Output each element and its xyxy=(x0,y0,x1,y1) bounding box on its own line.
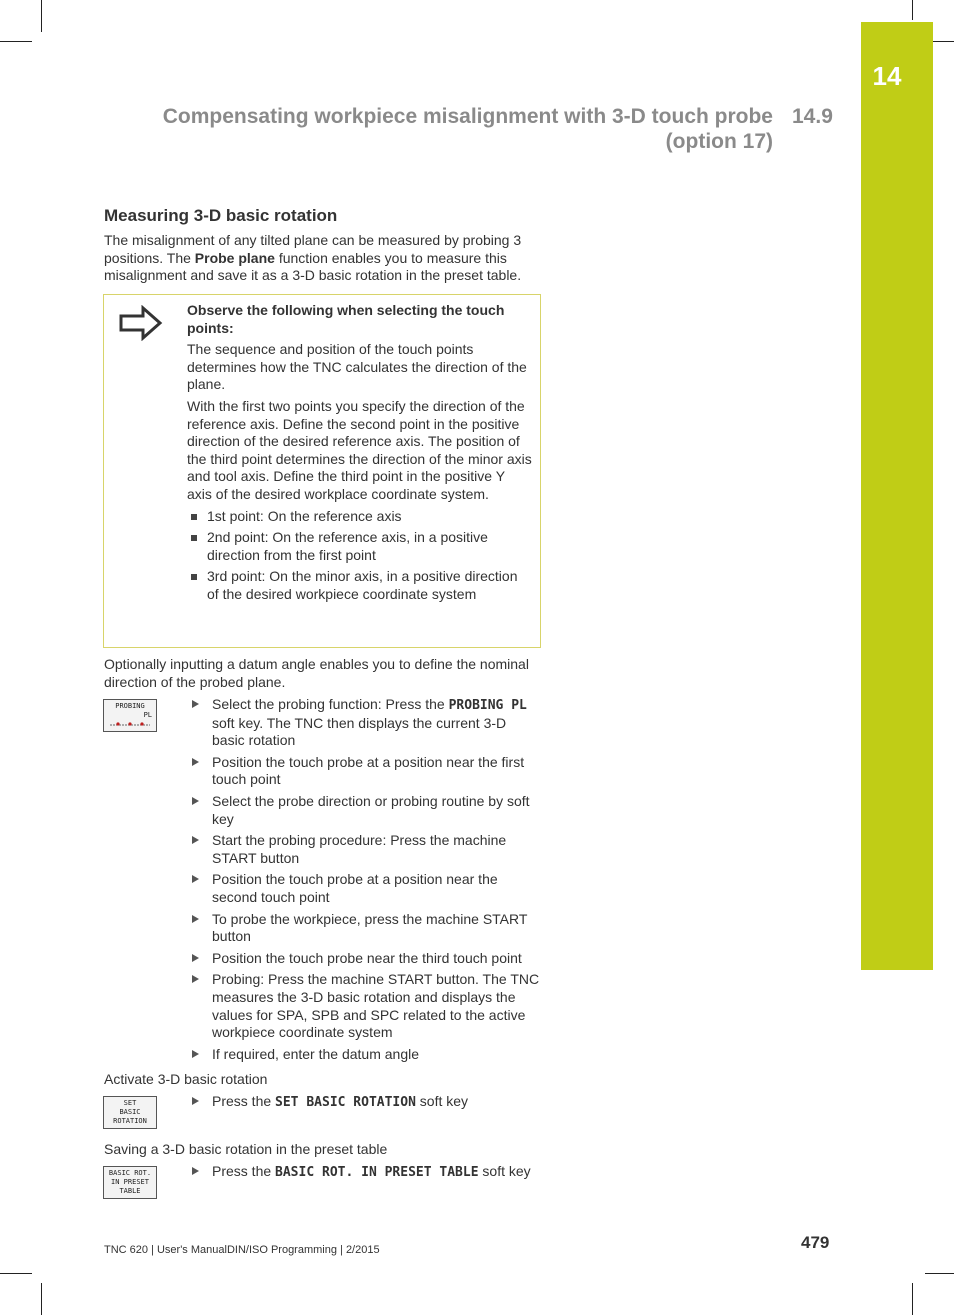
save-steps-list xyxy=(192,1163,542,1186)
step-arrow-icon xyxy=(192,700,199,708)
softkey-name: SET BASIC ROTATION xyxy=(275,1095,416,1110)
step-text: If required, enter the datum angle xyxy=(212,1045,420,1062)
step-arrow-icon xyxy=(192,836,199,844)
arrow-right-icon xyxy=(119,305,163,341)
note-paragraph: The sequence and position of the touch points determines how the TNC calculates the direction of the plane. xyxy=(187,341,527,393)
step-arrow-icon xyxy=(192,1097,199,1105)
section-number: 14.9 xyxy=(792,105,833,128)
bullet-text: 1st point: On the reference axis xyxy=(207,507,402,524)
crop-mark xyxy=(0,41,32,42)
softkey-label: SET xyxy=(123,1099,137,1107)
step-arrow-icon xyxy=(192,1050,199,1058)
intro-bold-term: Probe plane xyxy=(194,249,275,266)
activate-label-block xyxy=(104,1071,544,1089)
bullet-square-icon xyxy=(191,574,197,580)
softkey-name: BASIC ROT. IN PRESET TABLE xyxy=(275,1165,479,1180)
step-text: Select the probe direction or probing routine by soft key xyxy=(212,792,530,827)
section-heading: Measuring 3-D basic rotation xyxy=(104,206,338,225)
list-item xyxy=(192,832,542,867)
step-text: Press the xyxy=(212,1093,276,1109)
intro-text-after: function enables you to measure this misalignment and save it as a 3-D basic rotation in the preset table. xyxy=(104,249,522,284)
softkey-name: PROBING PL xyxy=(448,698,527,713)
activate-steps-list xyxy=(192,1093,542,1116)
intro-paragraph xyxy=(104,232,536,285)
softkey-label: PL xyxy=(143,711,152,719)
basic-rot-preset-softkey[interactable] xyxy=(103,1166,157,1199)
activate-label: Activate 3-D basic rotation xyxy=(104,1071,268,1087)
note-paragraph: With the first two points you specify the direction of the reference axis. Define the second point in the positive direction of the desired reference axis. The position of the third point determines the direction of the minor axis and tool axis. Define the third point in the positive Y axis of the desired workplace coordinate system. xyxy=(187,397,532,502)
datum-text: Optionally inputting a datum angle enables you to define the nominal direction of the probed plane. xyxy=(104,656,529,690)
save-label: Saving a 3-D basic rotation in the preset table xyxy=(104,1141,388,1157)
crop-mark xyxy=(925,1273,954,1274)
softkey-label: BASIC ROT. xyxy=(108,1169,152,1177)
step-arrow-icon xyxy=(192,975,199,983)
bullet-text: 2nd point: On the reference axis, in a positive direction from the first point xyxy=(207,529,488,563)
step-text: Probing: Press the machine START button. The TNC measures the 3-D basic rotation and displays the values for SPA, SPB and SPC related to the active workpiece coordinate system xyxy=(212,971,540,1041)
crop-mark xyxy=(912,0,913,20)
step-text: soft key. The TNC then displays the current 3-D basic rotation xyxy=(212,714,507,749)
softkey-label: IN PRESET xyxy=(111,1178,149,1186)
softkey-label: PROBING xyxy=(115,702,145,710)
crop-mark xyxy=(912,1283,913,1315)
step-arrow-icon xyxy=(192,1167,199,1175)
bullet-square-icon xyxy=(191,514,197,520)
note-heading: Observe the following when selecting the touch points: xyxy=(187,302,505,336)
step-text: Position the touch probe at a position near the first touch point xyxy=(212,753,525,788)
footer-text: TNC 620 | User's ManualDIN/ISO Programming | 2/2015 xyxy=(104,1244,380,1256)
set-basic-rotation-softkey[interactable] xyxy=(103,1096,157,1129)
step-text: soft key xyxy=(478,1163,531,1179)
list-item xyxy=(192,971,542,1041)
bullet-square-icon xyxy=(191,535,197,541)
list-item xyxy=(192,754,542,789)
list-item xyxy=(192,871,542,906)
crop-mark xyxy=(0,1273,32,1274)
step-arrow-icon xyxy=(192,875,199,883)
softkey-label: TABLE xyxy=(119,1187,141,1195)
page-number: 479 xyxy=(801,1233,830,1252)
step-text: Start the probing procedure: Press the machine START button xyxy=(212,832,507,866)
step-arrow-icon xyxy=(192,954,199,962)
step-text: Select the probing function: Press the xyxy=(212,696,449,712)
list-item xyxy=(192,1093,542,1112)
list-item xyxy=(187,568,532,603)
step-text: Position the touch probe near the third touch point xyxy=(212,949,522,966)
list-item xyxy=(192,793,542,828)
list-item xyxy=(192,950,542,968)
chapter-title: Compensating workpiece misalignment with 3-D touch probe (option 17) xyxy=(162,105,773,153)
step-arrow-icon xyxy=(192,915,199,923)
save-label-block xyxy=(104,1141,544,1159)
step-text: To probe the workpiece, press the machine START button xyxy=(212,910,528,945)
step-text: Position the touch probe at a position near the second touch point xyxy=(212,871,498,905)
step-text: Press the xyxy=(212,1163,276,1179)
list-item xyxy=(192,1163,542,1182)
intro-text-before: The misalignment of any tilted plane can be measured by probing 3 positions. The xyxy=(104,232,522,266)
probing-pl-softkey[interactable] xyxy=(103,699,157,732)
list-item xyxy=(192,1046,542,1064)
step-text: soft key xyxy=(415,1093,469,1109)
section-heading-block xyxy=(104,206,544,226)
softkey-label: BASIC xyxy=(119,1108,141,1116)
list-item xyxy=(187,508,532,526)
bullet-text: 3rd point: On the minor axis, in a positive direction of the desired workpiece coordinate system xyxy=(207,568,518,602)
probe-plane-icon xyxy=(108,720,152,730)
crop-mark xyxy=(41,0,42,32)
step-arrow-icon xyxy=(192,797,199,805)
chapter-number: 14 xyxy=(872,61,902,91)
list-item xyxy=(187,529,532,564)
crop-mark xyxy=(41,1283,42,1315)
note-content xyxy=(187,302,532,608)
list-item xyxy=(192,911,542,946)
softkey-label: ROTATION xyxy=(113,1117,147,1125)
step-arrow-icon xyxy=(192,758,199,766)
chapter-tab xyxy=(861,22,933,970)
note-bullet-list xyxy=(187,508,532,604)
probing-steps-list xyxy=(192,696,542,1067)
datum-paragraph xyxy=(104,656,534,691)
list-item xyxy=(192,696,542,750)
